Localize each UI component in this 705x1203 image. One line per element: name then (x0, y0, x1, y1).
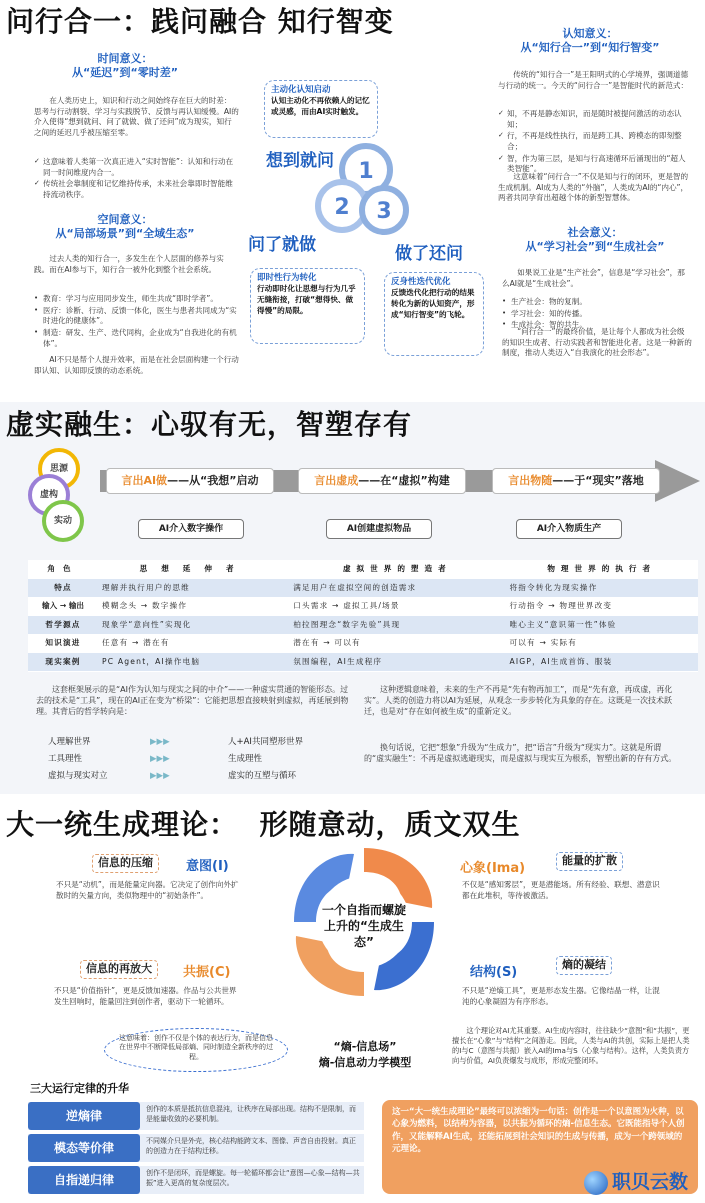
cycle-number-1: 1 (358, 159, 374, 184)
cycle-box-3: 反身性迭代优化 反馈迭代化把行动的结果转化为新的认知资产，形成“知行智变”的飞轮。 (384, 272, 484, 356)
cycle-box-1: 主动化认知启动 认知主动化不再依赖人的记忆或灵感，而由AI实时触发。 (264, 80, 378, 138)
ai-theory-text: 这个理论对AI尤其重要。AI生成内容时，往往缺少“意图”和“共振”，更擅长在“心象”与“结构”之间游走。因此，人类与AI的共创，实际上是把人类的I与C（意图与共振）嵌入AI的Ima与S（心象与结构）。这样，人类负责方向与价值，AI负责爆发与成形，形成完整闭环。 (452, 1026, 690, 1066)
circle-real: 实动 (42, 500, 84, 542)
section-2-title: 虚实融生：心驭有无，智塑存有 (6, 408, 413, 441)
field-subtitle: 熵-信息动力学模型 (318, 1056, 412, 1069)
box-compress-text: 不只是“动机”，而是能量定向器。它决定了创作向外扩散时的矢量方向，类似物理中的“初始条件”。 (56, 880, 239, 900)
arrow-right-icon: ▶▶▶ (150, 754, 170, 764)
tag-image: 心象(Ima) (460, 861, 526, 876)
box-diffuse-title: 能量的扩散 (556, 852, 623, 871)
box-entropy-title: 熵的凝结 (556, 956, 612, 975)
summary-box: 这一“大一统生成理论”最终可以浓缩为一句话：创作是一个以意图为火种，以心象为燃料，以结构为容器，以共振为循环的熵-信息生态。它既能指导个人创作，又能解释AI生成，还能拓展到社会知识的生成与传播，成为一个跨领域的元理论。 (382, 1100, 698, 1194)
logic-text: 这种逻辑意味着，未来的生产不再是“先有物再加工”，而是“先有意，再成虚，再化实”。人类的创造力将以AI为延展，从观念一步步转化为具象的存在。这既是一次技术跃迁，也是对“存在如何被生成”的重新定义。 (364, 685, 673, 717)
space-bullets: • 教育：学习与应用同步发生，师生共成“即时学者”。 • 医疗：诊断、行动、反馈一体化，医生与患者共同成为“实时进化的健康体”。 • 制造：研发、生产、迭代同构，企业成为“自我进化的有机体”。 (34, 293, 239, 350)
circle-think: 思源 (38, 448, 80, 490)
cycle-number-2: 2 (334, 195, 350, 220)
table-row: 现实案例 PC Agent，AI操作电脑 氛围编程，AI生成程序 AIGP，AI生成首饰、服装 (28, 653, 698, 672)
arrow-step-3: 言出物随——于“现实”落地 (492, 468, 660, 494)
do-label: 问了就做 (248, 235, 316, 255)
cycle-diagram (310, 140, 410, 240)
box-compress-title: 信息的压缩 (92, 854, 159, 873)
space-text-2: AI不只是帮个人提升效率，而是在社会层面构建一个行动即认知、认知即反馈的动态系统。 (34, 355, 239, 375)
society-text-2: “问行合一”的最终价值，是让每个人都成为社会级的知识生成者、行动实践者和智能进化者。这是一种新的制度，推动人类迈入“自我演化的社会形态”。 (502, 327, 692, 358)
cog-heading: 认知意义： 从“知行合一”到“知行智变” (520, 27, 660, 55)
shift-list (48, 734, 348, 785)
table-header-row: 角色 思想延伸者 虚拟世界的塑造者 物理世界的执行者 (28, 560, 698, 579)
cog-text: 传统的“知行合一”是王阳明式的心学境界，强调道德与行动的统一。今天的“问行合一”是智能时代的新范式： (498, 70, 689, 90)
time-text: 在人类历史上，知识和行动之间始终存在巨大的时差：思考与行动割裂、学习与实践脱节、反馈与再认知缓慢。AI的介入使得“想到就问、问了就做、做了还问”成为现实，知行之间的延迟几乎被压缩至零。 (34, 96, 239, 137)
arrow-step-2: 言出虚成——在“虚拟”构建 (298, 468, 466, 494)
society-heading: 社会意义： 从“学习社会”到“生成社会” (525, 226, 665, 254)
globe-icon (584, 1171, 608, 1195)
watermark-text: 职贝云数 (612, 1171, 689, 1193)
section-1 (0, 0, 705, 398)
cycle-number-3: 3 (376, 199, 392, 224)
society-text: 如果说工业是“生产社会”，信息是“学习社会”，那么AI就是“生成社会”。 (502, 268, 685, 288)
box-amplify-text: 不只是“价值指针”，更是反馈加速器。作品与公共世界发生回响时，能量回注到创作者，驱动下一轮循环。 (54, 986, 237, 1006)
law-text: 创作不是闭环，而是螺旋。每一轮循环都会让“意图—心象—结构—共振”进入更高的复杂度层次。 (146, 1169, 360, 1187)
section-3-title: 大一统生成理论： 形随意动，质文双生 (6, 808, 521, 841)
laws-title: 三大运行定律的升华 (30, 1082, 129, 1095)
law-text: 创作的本质是抵抗信息混沌，让秩序在局部出现。结构不是限制，而是能量收敛的必要机制。 (146, 1105, 356, 1123)
framework-text: 这套框架展示的是“AI作为认知与现实之间的中介”——一种虚实贯通的智能形态。过去的技术是“工具”，现在的AI正在变为“桥梁”：它能把思想直接映射到虚拟，再延展到物理。其背后的哲学转向是： (36, 685, 349, 717)
ai-pill-2: AI创建虚拟物品 (326, 519, 432, 539)
law-text: 不同媒介只是外壳，核心结构能跨文本、图像、声音自由投射。真正的创造力在于结构迁移。 (146, 1137, 356, 1155)
society-bullets: • 生产社会：物的复制。 • 学习社会：知的传播。 • 生成社会：智的共生。 (502, 296, 692, 332)
concept-circles (28, 448, 94, 542)
table-row: 特点 理解并执行用户的思维 满足用户在虚拟空间的创造需求 将指令转化为现实操作 (28, 579, 698, 598)
tag-structure: 结构(S) (470, 965, 518, 980)
law-name: 自指递归律 (28, 1166, 140, 1194)
box-entropy-text: 不只是“逆熵工具”，更是形态发生器。它像结晶一样，让混沌的心象凝固为有序形态。 (462, 986, 660, 1006)
space-heading: 空间意义： 从“局部场景”到“全域生态” (55, 213, 195, 241)
logic-text-2: 换句话说，它把“想象”升级为“生成力”，把“语言”升级为“现实力”。这就是所谓的“虚实融生”：不再是虚拟逃避现实，而是虚拟与现实互为根系，智塑出新的存有方式。 (364, 743, 677, 764)
field-title: “熵-信息场” (333, 1040, 397, 1053)
box-diffuse-text: 不仅是“感知雾层”，更是潜能场。所有经验、联想、潜意识都在此堆积，等待被激活。 (462, 880, 660, 900)
law-row (28, 1102, 364, 1130)
section-1-title: 问行合一：践问融合 知行智变 (6, 5, 394, 38)
section-2 (0, 402, 705, 794)
again-label: 做了还问 (395, 244, 463, 264)
arrow-right-icon: ▶▶▶ (150, 737, 170, 747)
ai-pill-3: AI介入物质生产 (516, 519, 622, 539)
ai-pill-1: AI介入数字操作 (138, 519, 244, 539)
ask-label: 想到就问 (266, 151, 334, 171)
arrow-step-1: 言出AI做——从“我想”启动 (106, 468, 274, 494)
cog-bullets: ✓ 知，不再是静态知识，而是随时被提问激活的动态认知； ✓ 行，不再是线性执行，而是跨工具、跨模态的即刻整合； ✓ 智，作为第三层，是知与行高速循环后涌现出的“超人类智能”。 (498, 108, 690, 176)
law-row (28, 1166, 364, 1194)
tag-resonance: 共振(C) (183, 965, 231, 980)
watermark-logo (584, 1168, 702, 1198)
table-row: 输入 → 输出 模糊念头 → 数字操作 口头需求 → 虚拟工具/场景 行动指令 → 物理世界改变 (28, 597, 698, 616)
box-amplify-title: 信息的再放大 (80, 960, 158, 979)
space-text: 过去人类的知行合一，多发生在个人层面的修养与实践。而在AI参与下，知行合一被外化到整个社会系统。 (34, 254, 224, 274)
table-row: 哲学源点 现象学“意向性”实现化 柏拉图理念“数字先验”具现 唯心主义“意识第一性”体验 (28, 616, 698, 635)
law-name: 逆熵律 (28, 1102, 140, 1130)
law-row (28, 1134, 364, 1162)
circle-virtual: 虚构 (28, 474, 70, 516)
shift-row: 工具理性 ▶▶▶ 生成理性 (48, 751, 348, 768)
shift-row: 虚拟与现实对立 ▶▶▶ 虚实的互塑与循环 (48, 768, 348, 785)
table-row: 知识演进 任意有 → 潜在有 潜在有 → 可以有 可以有 → 实际有 (28, 634, 698, 653)
role-table (28, 560, 698, 672)
shift-row: 人理解世界 ▶▶▶ 人+AI共同塑形世界 (48, 734, 348, 751)
time-bullets: ✓ 这意味着人类第一次真正进入“实时智能”：认知和行动在同一时间维度内合一。 ✓ 传统社会靠制度和记忆维持传承，未来社会靠即时智能维持流动秩序。 (34, 156, 239, 202)
cog-text-2: 这意味着“问行合一”不仅是知与行的闭环，更是智的生成机制。AI成为人类的“外脑”，人类成为AI的“内心”，两者共同孕育出超越个体的新型智慧体。 (498, 172, 689, 203)
law-name: 模态等价律 (28, 1134, 140, 1162)
center-label: 一个自指而螺旋上升的“生成生态” (321, 903, 406, 950)
arrow-right-icon: ▶▶▶ (150, 771, 170, 781)
tag-intent: 意图(I) (186, 859, 229, 874)
cycle-box-2: 即时性行为转化 行动即时化让思想与行为几乎无缝衔接，打破“想得快、做得慢”的局限。 (250, 268, 365, 344)
meaning-oval: 这意味着：创作不仅是个体的表达行为，而是信息在世界中不断降低局部熵、同时制造全新秩序的过程。 (104, 1028, 288, 1072)
time-heading: 时间意义： 从“延迟”到“零时差” (72, 52, 178, 80)
section-3 (0, 800, 705, 1203)
